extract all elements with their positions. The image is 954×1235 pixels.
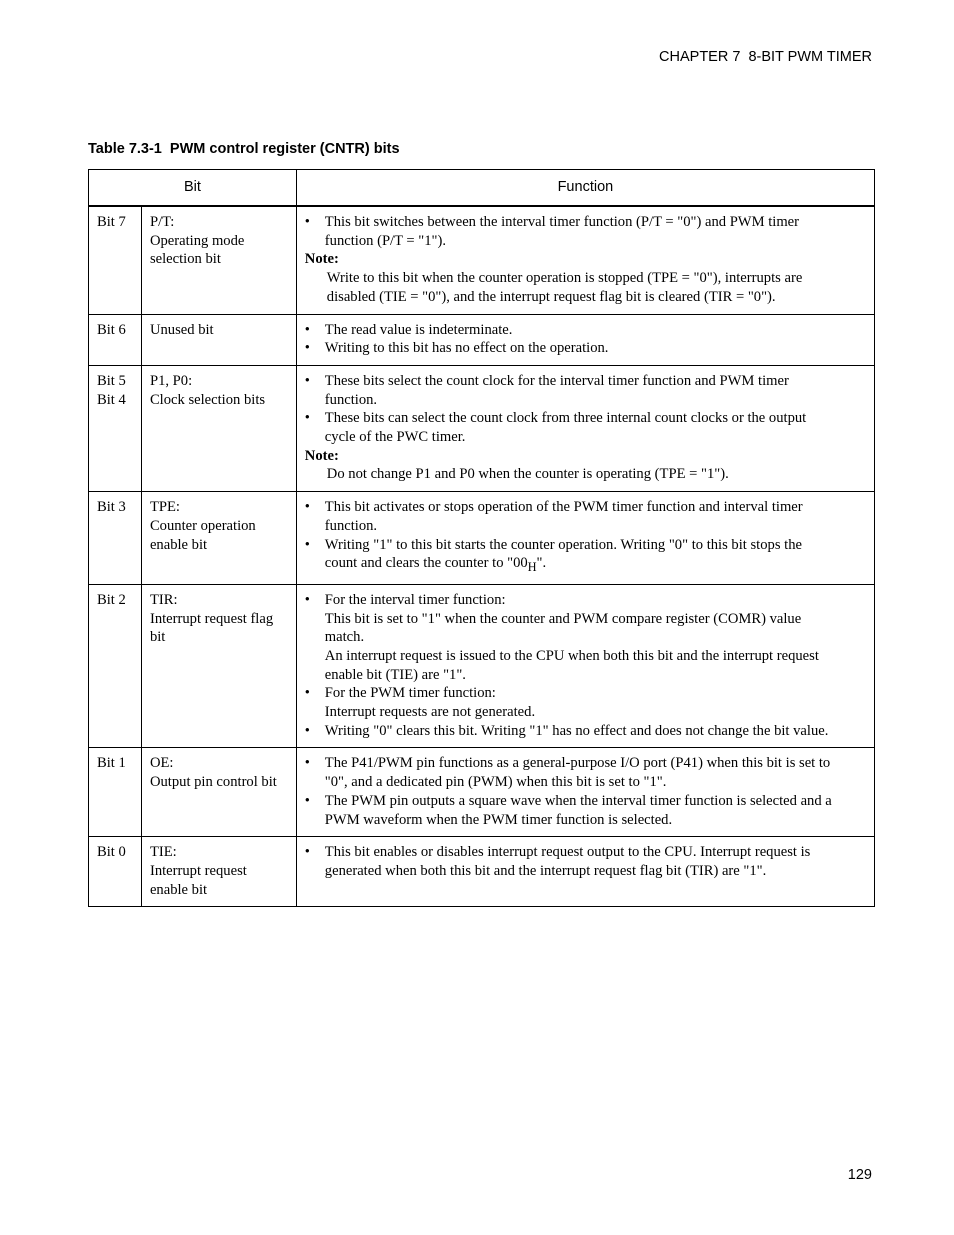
bullet-item xyxy=(305,213,866,250)
bullet-continuation: cycle of the PWC timer. xyxy=(324,429,466,446)
bit-number-cell xyxy=(89,584,142,748)
bullet-item xyxy=(305,754,866,791)
bullet-text-block xyxy=(325,792,866,829)
bullet-continuation: match. xyxy=(324,629,365,646)
bullet-text-block xyxy=(325,684,866,721)
bullet-continuation: generated when both this bit and the interrupt request flag bit (TIR) are "1". xyxy=(324,863,767,879)
bit-number: Bit 5 xyxy=(97,372,126,389)
bullet-marker: • xyxy=(304,410,310,427)
bullet-item xyxy=(305,498,866,535)
bullet-item xyxy=(305,321,866,340)
bit-name-cell xyxy=(141,837,296,907)
function-cell xyxy=(296,492,874,585)
bullet-item xyxy=(305,409,866,446)
bullet-text: These bits select the count clock for the interval timer function and PWM timer xyxy=(324,372,789,389)
bullet-text-block xyxy=(325,213,866,250)
bullet-text-block xyxy=(325,321,866,340)
bit-number-cell xyxy=(89,748,142,837)
bit-name-line: Unused bit xyxy=(149,321,214,338)
column-header-function: Function xyxy=(296,170,874,207)
bullet-item xyxy=(305,372,866,409)
table-row xyxy=(89,365,875,491)
bit-name-line: TPE: xyxy=(149,499,180,516)
bullet-continuation: function. xyxy=(324,517,378,534)
bit-name-line: P/T: xyxy=(149,214,175,230)
bit-name-line: enable bit xyxy=(149,881,208,898)
bit-number-cell xyxy=(89,314,142,365)
bullet-text-block xyxy=(325,409,866,446)
note-text: disabled (TIE = "0"), and the interrupt request flag bit is cleared (TIR = "0"). xyxy=(326,288,776,305)
bullet-text-block xyxy=(325,339,866,358)
bullet-item xyxy=(305,536,866,577)
text-segment: count and clears the counter to "00 xyxy=(324,555,528,572)
function-cell xyxy=(296,748,874,837)
subscript-hex: H xyxy=(527,560,537,575)
bullet-item xyxy=(305,684,866,721)
table-body xyxy=(89,206,875,907)
table-header-row xyxy=(89,170,875,207)
bit-number: Bit 0 xyxy=(97,844,126,861)
bullet-text: These bits can select the count clock from three internal count clocks or the output xyxy=(324,410,807,427)
bullet-continuation: An interrupt request is issued to the CPU when both this bit and the interrupt request xyxy=(324,647,819,664)
function-cell xyxy=(296,206,874,314)
bullet-text-block xyxy=(325,722,866,741)
bit-number: Bit 3 xyxy=(97,499,126,516)
bullet-text: This bit switches between the interval timer function (P/T = "0") and PWM timer xyxy=(324,214,800,230)
bit-number: Bit 1 xyxy=(97,755,126,772)
table-row xyxy=(89,314,875,365)
bullet-text: For the interval timer function: xyxy=(324,591,506,608)
bullet-marker: • xyxy=(304,372,310,389)
bit-number-cell xyxy=(89,837,142,907)
bit-name-line: Counter operation xyxy=(149,517,256,534)
bit-name-line: bit xyxy=(149,629,166,646)
bullet-text-block xyxy=(325,843,866,880)
bit-number-cell xyxy=(89,206,142,314)
table-row xyxy=(89,837,875,907)
bullet-item xyxy=(305,792,866,829)
table-row xyxy=(89,748,875,837)
bit-number: Bit 2 xyxy=(97,591,126,608)
table-row xyxy=(89,206,875,314)
bullet-continuation: PWM waveform when the PWM timer function is selected. xyxy=(324,811,673,828)
bullet-continuation: enable bit (TIE) are "1". xyxy=(324,666,466,683)
table-row xyxy=(89,492,875,585)
bit-name-cell xyxy=(141,748,296,837)
bullet-text: The PWM pin outputs a square wave when the interval timer function is selected and a xyxy=(324,792,832,809)
bullet-text: Writing to this bit has no effect on the operation. xyxy=(324,340,609,357)
bit-name-cell xyxy=(141,584,296,748)
bit-number-cell xyxy=(89,365,142,491)
bit-name-line: enable bit xyxy=(149,536,208,553)
bullet-continuation: function (P/T = "1"). xyxy=(324,232,447,249)
note-label: Note: xyxy=(304,447,339,464)
page-number: 129 xyxy=(847,1167,872,1183)
bit-name-line: TIE: xyxy=(149,844,177,861)
bullet-item xyxy=(305,339,866,358)
bullet-continuation: Interrupt requests are not generated. xyxy=(324,704,536,721)
bullet-continuation xyxy=(325,554,866,577)
function-cell xyxy=(296,584,874,748)
function-cell xyxy=(296,837,874,907)
bullet-text: This bit enables or disables interrupt request output to the CPU. Interrupt request is xyxy=(324,844,811,861)
bit-number: Bit 4 xyxy=(97,391,126,408)
bullet-text: This bit activates or stops operation of the PWM timer function and interval timer xyxy=(324,499,803,516)
bullet-text: Writing "1" to this bit starts the counter operation. Writing "0" to this bit stops the xyxy=(324,536,802,553)
bit-name-cell xyxy=(141,206,296,314)
bit-name-line: Operating mode xyxy=(149,232,245,249)
bullet-text-block xyxy=(325,498,866,535)
bullet-marker: • xyxy=(304,591,310,608)
bit-name-line: Interrupt request xyxy=(149,863,247,879)
bit-name-line: Clock selection bits xyxy=(149,391,266,408)
bit-name-line: Output pin control bit xyxy=(149,774,277,791)
bit-name-line: TIR: xyxy=(149,591,178,608)
bit-name-line: Interrupt request flag xyxy=(149,610,274,627)
function-cell xyxy=(296,365,874,491)
bullet-marker: • xyxy=(304,844,310,861)
bit-name-line: selection bit xyxy=(149,251,221,268)
table-row xyxy=(89,584,875,748)
bit-number: Bit 6 xyxy=(97,321,126,338)
bullet-marker: • xyxy=(304,755,310,772)
bullet-text: The P41/PWM pin functions as a general-purpose I/O port (P41) when this bit is set to xyxy=(324,755,831,772)
bullet-text-block xyxy=(325,372,866,409)
bullet-text-block xyxy=(325,754,866,791)
note-label: Note: xyxy=(304,251,339,268)
bit-name-cell xyxy=(141,365,296,491)
bullet-item xyxy=(305,722,866,741)
bullet-marker: • xyxy=(304,722,310,739)
bullet-text: The read value is indeterminate. xyxy=(324,321,513,338)
note-text: Write to this bit when the counter operation is stopped (TPE = "0"), interrupts are xyxy=(326,270,803,287)
bullet-text-block xyxy=(325,536,866,577)
cntr-bits-table xyxy=(88,169,875,907)
bullet-continuation: function. xyxy=(324,391,378,408)
bit-name-line: P1, P0: xyxy=(149,372,193,389)
bullet-text: Writing "0" clears this bit. Writing "1" has no effect and does not change the bit value. xyxy=(324,722,829,739)
bit-number-cell xyxy=(89,492,142,585)
bit-name-line: OE: xyxy=(149,755,174,772)
function-cell xyxy=(296,314,874,365)
bullet-marker: • xyxy=(304,792,310,809)
note-text: Do not change P1 and P0 when the counter is operating (TPE = "1"). xyxy=(326,466,729,483)
bullet-continuation: This bit is set to "1" when the counter and PWM compare register (COMR) value xyxy=(324,610,802,627)
bullet-marker: • xyxy=(304,536,310,553)
bit-number: Bit 7 xyxy=(97,214,126,230)
bullet-marker: • xyxy=(304,321,310,338)
bullet-marker: • xyxy=(304,340,310,357)
bullet-text: For the PWM timer function: xyxy=(324,685,496,702)
table-caption: Table 7.3-1 PWM control register (CNTR) bits xyxy=(88,141,400,157)
bullet-text-block xyxy=(325,591,866,685)
bullet-marker: • xyxy=(304,499,310,516)
bullet-continuation: "0", and a dedicated pin (PWM) when this bit is set to "1". xyxy=(324,774,667,791)
text-segment: ". xyxy=(536,555,547,572)
column-header-bit: Bit xyxy=(89,170,297,207)
bullet-item xyxy=(305,591,866,685)
bit-name-cell xyxy=(141,314,296,365)
bullet-marker: • xyxy=(304,685,310,702)
bit-name-cell xyxy=(141,492,296,585)
bullet-item xyxy=(305,843,866,880)
chapter-header: CHAPTER 7 8-BIT PWM TIMER xyxy=(659,49,872,65)
bullet-marker: • xyxy=(304,214,310,230)
